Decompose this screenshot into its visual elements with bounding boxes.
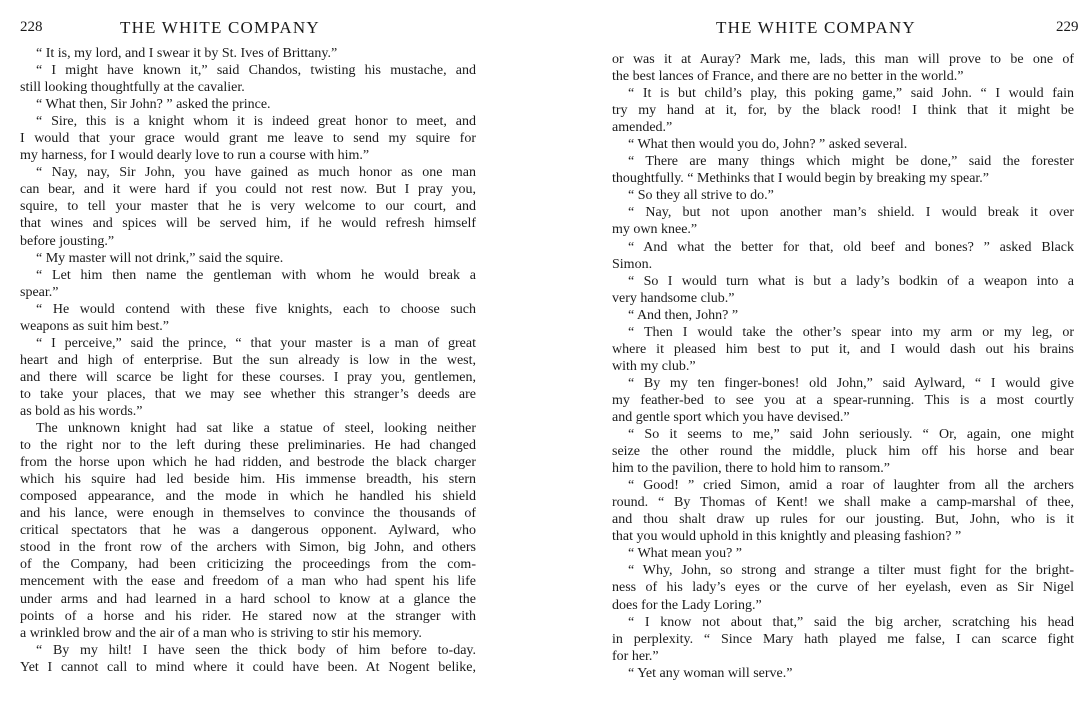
text-line: seize the other round the middle, pluck him off his horse and bear <box>612 444 1074 460</box>
text-line: “ I know not about that,” said the big archer, scratching his head <box>628 614 1074 630</box>
text-line: “ What then would you do, John? ” asked several. <box>628 137 908 153</box>
text-line: squire, to tell your master that he is very welcome to our court, and <box>20 199 476 215</box>
text-line: my feather-bed to see you at a spear-running. This is a most courtly <box>612 392 1074 408</box>
text-line: “ It is but child’s play, this poking game,” said John. “ I would fain <box>628 86 1074 102</box>
text-line: where it pleased him best to put it, and I would dash out his brains <box>612 341 1074 357</box>
text-line: him to the pavilion, there to hold him to ransom.” <box>612 461 891 477</box>
text-line: “ Let him then name the gentleman with whom he would break a <box>36 267 476 283</box>
left-running-head: THE WHITE COMPANY <box>120 18 320 37</box>
text-line: thoughtfully. “ Methinks that I would begin by breaking my spear.” <box>612 171 990 187</box>
text-line: before jousting.” <box>20 233 115 249</box>
text-line: and his lance, were enough in themselves to convince the thousands of <box>20 506 476 522</box>
text-line: can bear, and it were hard if you could not rest now. But I pray you, <box>20 182 476 198</box>
left-page-number: 228 <box>20 19 43 35</box>
text-line: “ Nay, nay, Sir John, you have gained as much honor as one man <box>36 165 476 181</box>
text-line: I would that your grace would grant me leave to send my squire for <box>20 131 476 147</box>
text-line: Simon. <box>612 256 653 272</box>
text-line: “ It is, my lord, and I swear it by St. Ives of Brittany.” <box>36 46 338 61</box>
text-line: my harness, for I would dearly love to run a course with him.” <box>20 148 370 164</box>
text-line: “ Why, John, so strong and strange a tilter must fight for the bright- <box>628 563 1074 579</box>
text-line: critical spectators that he was a dangerous opponent. Aylward, who <box>20 523 476 539</box>
text-line: Yet I cannot call to mind where it could have been. At Nogent belike, <box>20 659 476 675</box>
text-line: “ Then I would take the other’s spear into my arm or my leg, or <box>628 324 1074 340</box>
text-line: round. “ By Thomas of Kent! we shall make a camp-marshal of thee, <box>612 495 1074 511</box>
text-line: does for the Lady Loring.” <box>612 597 762 613</box>
text-line: the best lances of France, and there are no better in the world.” <box>612 69 964 85</box>
text-line: “ By my hilt! I have seen the thick body of him before to-day. <box>36 642 476 658</box>
text-line: weapons as suit him best.” <box>20 318 169 334</box>
text-line: spear.” <box>20 284 59 300</box>
text-line: stood in the front row of the archers with Simon, big John, and others <box>20 540 476 556</box>
text-line: “ I perceive,” said the prince, “ that your master is a man of great <box>36 335 476 351</box>
left-body-text <box>20 45 476 676</box>
text-line: points of a horse and his rider. He stared now at the stranger with <box>20 608 476 624</box>
text-line: amended.” <box>612 120 673 136</box>
text-line: “ So they all strive to do.” <box>628 188 774 204</box>
text-line: composed appearance, and the mode in which he handled his shield <box>20 489 476 505</box>
text-line: with my club.” <box>612 358 696 374</box>
text-line: “ There are many things which might be done,” said the forester <box>628 154 1074 170</box>
text-line: for her.” <box>612 648 659 664</box>
text-line: “ Good! ” cried Simon, amid a roar of laughter from all the archers <box>628 478 1074 494</box>
text-line: “ He would contend with these five knights, each to choose such <box>36 301 476 317</box>
text-line: heart and high of enterprise. But the sun already is low in the west, <box>20 352 476 368</box>
text-line: “ So I would turn what is but a lady’s bodkin of a weapon into a <box>628 273 1074 289</box>
text-line: which his squire had led beside him. His immense breadth, his stern <box>20 472 476 488</box>
text-line: from the horse upon which he had ridden, and bestrode the black charger <box>20 455 476 471</box>
text-line: “ My master will not drink,” said the squire. <box>36 250 284 266</box>
text-line: “ What mean you? ” <box>628 546 743 562</box>
text-line: ness of his lady’s eyes or the curve of her eyelash, even as Sir Nigel <box>612 580 1074 596</box>
text-line: “ Sire, this is a knight whom it is indeed great honor to meet, and <box>36 114 476 130</box>
text-line: “ I might have known it,” said Chandos, twisting his mustache, and <box>36 63 476 79</box>
text-line: “ And what the better for that, old beef and bones? ” asked Black <box>628 239 1074 255</box>
right-running-head: THE WHITE COMPANY <box>716 18 916 37</box>
text-line: try my hand at it, for, by the black rood! I think that it might be <box>612 103 1074 119</box>
text-line: to take your places, that we may see whether this stranger’s deeds are <box>20 386 476 402</box>
text-line: “ So it seems to me,” said John seriously. “ Or, again, one might <box>628 427 1074 443</box>
text-line: that wines and spices will be served him, if he would refresh himself <box>20 216 476 232</box>
right-page-number: 229 <box>1056 19 1079 35</box>
text-line: still looking thoughtfully at the cavalier. <box>20 80 245 96</box>
text-line: and there will scarce be light for these courses. I pray you, gentlemen, <box>20 369 476 385</box>
text-line: and thou shalt draw up rules for our jousting. But, John, who is it <box>612 512 1074 528</box>
text-line: “ And then, John? ” <box>628 307 739 323</box>
text-line: my own knee.” <box>612 222 698 238</box>
text-line: to the right nor to the left during these preliminaries. He had changed <box>20 438 476 454</box>
text-line: very handsome club.” <box>612 290 735 306</box>
text-line: “ By my ten finger-bones! old John,” said Aylward, “ I would give <box>628 375 1074 391</box>
text-line: and gentle sport which you have devised.” <box>612 409 850 425</box>
right-body-text <box>612 51 1074 682</box>
text-line: that you would uphold in this knightly and pleasing fashion? ” <box>612 529 962 545</box>
text-line: as bold as his words.” <box>20 403 143 419</box>
text-line: a wrinkled brow and the air of a man who is striving to stir his memory. <box>20 625 422 641</box>
text-line: under arms and had learned in a hard school to know at a glance the <box>20 591 476 607</box>
text-line: “ Yet any woman will serve.” <box>628 665 793 681</box>
text-line: The unknown knight had sat like a statue of steel, looking neither <box>36 421 476 437</box>
text-line: “ Nay, but not upon another man’s shield. I would break it over <box>628 205 1074 221</box>
text-line: mencement with the ease and freedom of a man who had spent his life <box>20 574 476 590</box>
text-line: or was it at Auray? Mark me, lads, this man will prove to be one of <box>612 52 1074 67</box>
text-line: of the Company, had been criticizing the proceedings from the com- <box>20 557 476 573</box>
text-line: in perplexity. “ Since Mary hath played me false, I can scarce fight <box>612 631 1074 647</box>
text-line: “ What then, Sir John? ” asked the prince. <box>36 97 271 113</box>
